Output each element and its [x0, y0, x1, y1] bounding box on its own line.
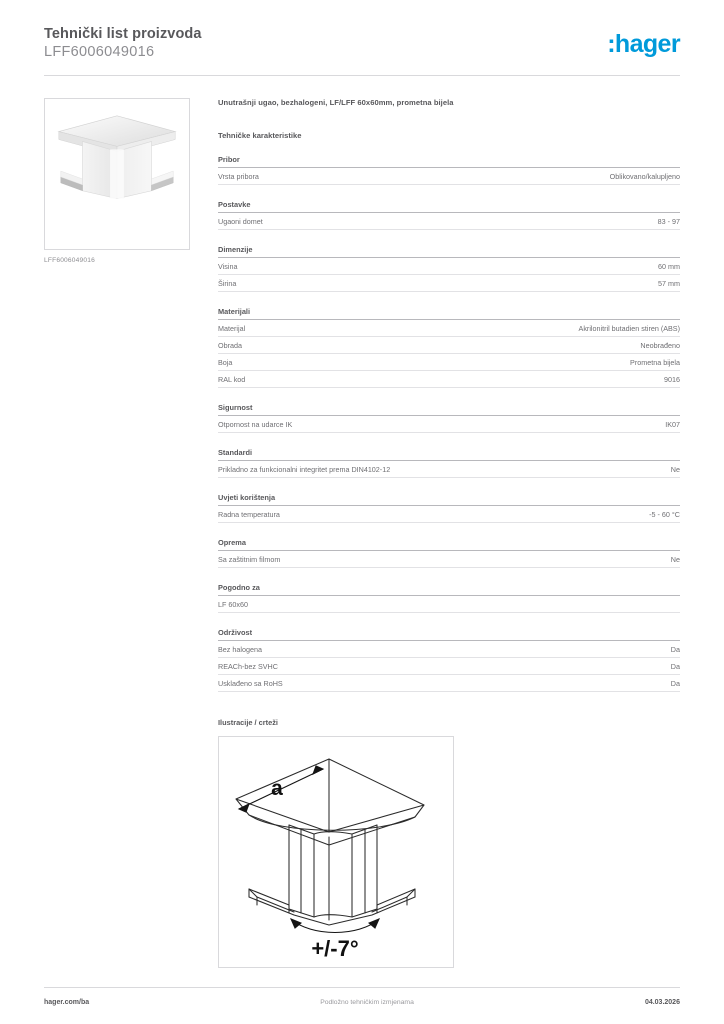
- spec-group: [218, 583, 680, 613]
- spec-value: Da: [670, 662, 680, 672]
- spec-row: [218, 354, 680, 371]
- spec-key: Vrsta pribora: [218, 172, 259, 182]
- spec-group: [218, 448, 680, 478]
- spec-group: [218, 200, 680, 230]
- spec-row: [218, 337, 680, 354]
- footer-website[interactable]: hager.com/ba: [44, 999, 90, 1006]
- spec-row: [218, 371, 680, 388]
- product-image-box: [44, 98, 190, 250]
- spec-group-heading: Oprema: [218, 538, 680, 551]
- spec-group: [218, 155, 680, 185]
- spec-value: Ne: [670, 465, 680, 475]
- page-content: [44, 98, 680, 968]
- specifications-title: Tehničke karakteristike: [218, 131, 302, 141]
- spec-value: Da: [670, 645, 680, 655]
- footer-date: 04.03.2026: [644, 999, 680, 1006]
- spec-key: Boja: [218, 358, 233, 368]
- spec-group-heading: Pogodno za: [218, 583, 680, 596]
- spec-value: Akrilonitril butadien stiren (ABS): [578, 324, 680, 334]
- spec-key: Materijal: [218, 324, 246, 334]
- spec-value: Da: [670, 679, 680, 689]
- spec-value: 60 mm: [658, 262, 680, 272]
- header-divider: [44, 75, 680, 76]
- spec-group-heading: Održivost: [218, 628, 680, 641]
- hager-logo: :hager: [607, 30, 680, 58]
- spec-row: [218, 675, 680, 692]
- spec-key: Usklađeno sa RoHS: [218, 679, 283, 689]
- footer-disclaimer: Podložno tehničkim izmjenama: [320, 999, 414, 1006]
- spec-key: LF 60x60: [218, 600, 248, 610]
- spec-group-heading: Postavke: [218, 200, 680, 213]
- spec-value: Ne: [670, 555, 680, 565]
- product-image-column: [44, 98, 196, 968]
- drawings-title: Ilustracije / crteži: [218, 718, 278, 728]
- spec-value: 57 mm: [658, 279, 680, 289]
- spec-key: Sa zaštitnim filmom: [218, 555, 281, 565]
- spec-key: Širina: [218, 279, 237, 289]
- technical-drawing-box: [218, 736, 454, 968]
- spec-group-heading: Uvjeti korištenja: [218, 493, 680, 506]
- spec-group: [218, 493, 680, 523]
- page-title: Tehnički list proizvoda: [44, 26, 202, 42]
- specification-groups: [218, 155, 680, 692]
- spec-key: Obrada: [218, 341, 242, 351]
- product-photo-icon: [45, 99, 189, 250]
- spec-key: REACh-bez SVHC: [218, 662, 278, 672]
- spec-group-heading: Standardi: [218, 448, 680, 461]
- spec-row: [218, 168, 680, 185]
- spec-row: [218, 641, 680, 658]
- spec-value: Oblikovano/kalupljeno: [609, 172, 680, 182]
- product-image-caption: LFF6006049016: [44, 257, 95, 265]
- page-footer: [44, 987, 680, 1006]
- document-reference: LFF6006049016: [44, 43, 155, 60]
- spec-row: [218, 258, 680, 275]
- spec-key: Ugaoni domet: [218, 217, 263, 227]
- specifications-column: [218, 98, 680, 968]
- spec-group: [218, 538, 680, 568]
- spec-value: -5 - 60 °C: [649, 510, 680, 520]
- technical-drawing-icon: [219, 737, 453, 967]
- spec-group: [218, 307, 680, 388]
- spec-value: 9016: [664, 375, 680, 385]
- spec-key: Visina: [218, 262, 238, 272]
- spec-group: [218, 628, 680, 692]
- product-description: Unutrašnji ugao, bezhalogeni, LF/LFF 60x60mm, prometna bijela: [218, 98, 454, 108]
- dimension-label-a: a: [271, 777, 283, 801]
- spec-value: Prometna bijela: [630, 358, 680, 368]
- page-header: [44, 0, 680, 61]
- spec-row: [218, 506, 680, 523]
- spec-row: [218, 320, 680, 337]
- spec-row: [218, 551, 680, 568]
- spec-group: [218, 245, 680, 292]
- spec-key: RAL kod: [218, 375, 246, 385]
- spec-row: [218, 461, 680, 478]
- spec-row: [218, 213, 680, 230]
- spec-row: [218, 596, 680, 613]
- spec-key: Radna temperatura: [218, 510, 280, 520]
- spec-value: 83 - 97: [657, 217, 680, 227]
- angle-tolerance-label: +/-7°: [311, 936, 359, 962]
- spec-group-heading: Sigurnost: [218, 403, 680, 416]
- spec-key: Bez halogena: [218, 645, 262, 655]
- footer-divider: [44, 987, 680, 988]
- spec-group-heading: Pribor: [218, 155, 680, 168]
- spec-value: IK07: [665, 420, 680, 430]
- title-block: [44, 26, 202, 61]
- spec-key: Otpornost na udarce IK: [218, 420, 293, 430]
- spec-row: [218, 416, 680, 433]
- spec-group: [218, 403, 680, 433]
- spec-row: [218, 658, 680, 675]
- spec-group-heading: Materijali: [218, 307, 680, 320]
- spec-group-heading: Dimenzije: [218, 245, 680, 258]
- spec-value: Neobrađeno: [640, 341, 680, 351]
- spec-key: Prikladno za funkcionalni integritet prema DIN4102-12: [218, 465, 391, 475]
- spec-row: [218, 275, 680, 292]
